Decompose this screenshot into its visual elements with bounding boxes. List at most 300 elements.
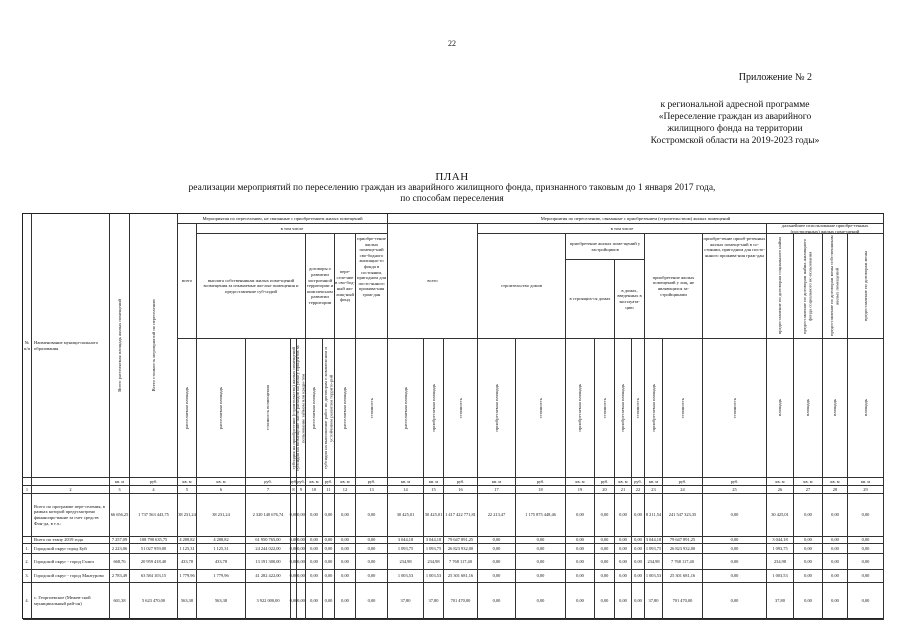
column-number-text: 22 — [635, 486, 641, 492]
header-acquire-dev — [566, 234, 645, 260]
appendix-line: Костромской области на 2019-2023 годы» — [650, 136, 820, 146]
row-value — [130, 537, 178, 544]
row-value-text: 2 223,06 — [111, 545, 128, 551]
appendix-line: «Переселение граждан из аварийного — [658, 112, 812, 122]
row-value — [632, 494, 645, 537]
row-value — [356, 554, 388, 570]
row-value — [848, 544, 884, 554]
row-value — [306, 537, 323, 544]
units-cell-text: кв. м — [491, 478, 502, 484]
row-name — [32, 537, 110, 544]
units-cell-text: кв. м — [182, 478, 192, 484]
row-value-text: 37,80 — [648, 598, 659, 604]
row-value — [595, 554, 615, 570]
units-cell — [823, 478, 848, 486]
row-value — [566, 554, 595, 570]
row-value — [335, 570, 356, 583]
row-value-text: 234,98 — [399, 558, 412, 564]
row-value — [595, 570, 615, 583]
row-value — [130, 544, 178, 554]
row-value — [246, 554, 291, 570]
row-value — [566, 544, 595, 554]
row-value-text: 0,00 — [804, 558, 812, 564]
row-value-text: 25 301 681,16 — [669, 573, 696, 579]
units-cell — [645, 478, 663, 486]
units-cell — [767, 478, 794, 486]
units-cell — [130, 478, 178, 486]
header-further — [767, 224, 884, 234]
row-value — [323, 537, 335, 544]
column-number — [388, 486, 424, 494]
column-number — [297, 486, 306, 494]
units-cell — [566, 478, 595, 486]
column-number — [848, 486, 884, 494]
row-value — [246, 570, 291, 583]
row-value — [794, 554, 823, 570]
row-value — [516, 554, 566, 570]
row-value-text: 0,00 — [324, 512, 333, 518]
row-value-text: 0,00 — [634, 558, 642, 564]
units-cell — [424, 478, 444, 486]
row-value-text: 0,00 — [492, 558, 501, 564]
row-value-text: 0,00 — [310, 512, 318, 518]
row-value-text: 63 584 103,15 — [140, 573, 167, 579]
header-group-a-text: Мероприятия по переселению, не связанные с приобретением жилых помещений — [202, 215, 363, 221]
row-value-text: 0,00 — [324, 573, 333, 579]
column-number-text: 7 — [266, 486, 270, 492]
row-value-text: 0,00 — [297, 537, 305, 543]
column-number — [32, 486, 110, 494]
row-value — [323, 583, 335, 620]
units-cell-text: кв. м — [860, 478, 871, 484]
row-value-text: 1 093,75 — [425, 545, 442, 551]
row-value — [794, 544, 823, 554]
subheader-col-17-text: приобретаемая площадь — [493, 384, 499, 432]
row-value-text: 563,38 — [180, 598, 194, 604]
subheader-col-17 — [478, 339, 516, 478]
row-value-text: 0,00 — [730, 512, 739, 518]
row-value-text: 0,00 — [576, 545, 584, 551]
subheader-col-10 — [306, 339, 323, 478]
row-value — [444, 583, 478, 620]
row-value — [632, 537, 645, 544]
row-value — [566, 583, 595, 620]
row-value-text: 0,00 — [297, 545, 305, 551]
subheader-col-9-text: субсидия на возмещение части расходов на уплату процентов за пользование займом или креди-том — [295, 345, 306, 471]
row-value-text: 7 768 117,40 — [449, 558, 472, 564]
row-number — [23, 537, 32, 544]
row-number — [23, 494, 32, 537]
subheader-col-23-text: приобретаемая площадь — [650, 384, 656, 432]
subheader-col-15 — [424, 339, 444, 478]
row-value — [703, 570, 767, 583]
column-number — [632, 486, 645, 494]
column-number — [615, 486, 632, 494]
row-value-text: 0,00 — [297, 512, 305, 518]
row-value-text: 0,00 — [576, 573, 584, 579]
row-name — [32, 570, 110, 583]
units-cell — [323, 478, 335, 486]
subheader-col-26-text: площадь — [777, 399, 783, 417]
row-value — [848, 570, 884, 583]
row-value-text: 3 044,18 — [425, 537, 442, 543]
row-value — [388, 583, 424, 620]
row-value — [663, 537, 703, 544]
row-value — [767, 494, 794, 537]
header-b-incl — [478, 224, 767, 234]
row-number — [23, 544, 32, 554]
column-number — [595, 486, 615, 494]
row-value-text: 1 093,75 — [397, 545, 414, 551]
row-value-text: 4 288,82 — [213, 537, 229, 543]
row-value-text: 0,00 — [861, 558, 870, 564]
row-value-text: 0,00 — [804, 598, 812, 604]
row-value — [516, 583, 566, 620]
row-name-text: Городской округ город Буй — [34, 545, 87, 551]
column-number-text: 26 — [777, 486, 783, 492]
column-number-text: 2 — [69, 486, 72, 492]
row-value-text: 1 737 563 443,75 — [138, 512, 169, 518]
row-value — [297, 494, 306, 537]
row-value-text: 701 470,00 — [672, 598, 693, 604]
header-acquire-nondev — [645, 234, 703, 339]
row-value — [110, 494, 130, 537]
row-value — [595, 537, 615, 544]
row-value-text: 1 175 875 448,46 — [525, 512, 556, 518]
units-cell-text: кв. м — [216, 478, 226, 484]
column-number-text: 25 — [732, 486, 737, 492]
row-value — [110, 544, 130, 554]
row-value-text: 0,00 — [341, 537, 349, 543]
row-value — [110, 583, 130, 620]
row-value-text: 79 647 891,25 — [447, 537, 474, 543]
column-number-text: 27 — [805, 486, 811, 492]
subheader-col-29-text: площадь — [862, 399, 868, 417]
header-payout — [197, 234, 306, 339]
row-value — [306, 544, 323, 554]
column-number — [767, 486, 794, 494]
header-in-built-text: в домах, введенных в эксплуата-цию — [617, 287, 642, 310]
units-cell-text: руб. — [324, 478, 333, 484]
row-value — [130, 554, 178, 570]
row-value-text: 0,00 — [310, 545, 318, 551]
row-value — [323, 570, 335, 583]
row-value-text: 0,00 — [324, 537, 333, 543]
column-number — [794, 486, 823, 494]
row-value-text: 0,00 — [619, 573, 627, 579]
row-value — [335, 544, 356, 554]
row-value-text: 22 213,47 — [487, 512, 506, 518]
row-value — [444, 570, 478, 583]
column-number-text: 16 — [458, 486, 463, 492]
column-number — [645, 486, 663, 494]
row-value — [178, 537, 197, 544]
row-value — [178, 554, 197, 570]
row-value — [110, 554, 130, 570]
subheader-col-13 — [356, 339, 388, 478]
column-number-text: 4 — [152, 486, 155, 492]
column-number-text: 14 — [403, 486, 408, 492]
row-value — [823, 544, 848, 554]
subheader-col-10-text: расселяемая площадь — [311, 386, 317, 430]
row-value-text: 0,00 — [730, 598, 739, 604]
row-value-text: 1 093,75 — [645, 545, 662, 551]
row-value — [130, 570, 178, 583]
row-value-text: 0,00 — [730, 573, 739, 579]
row-value — [388, 570, 424, 583]
row-value-text: 0,00 — [619, 512, 627, 518]
subheader-col-23 — [645, 339, 663, 478]
units-cell-text: кв. м — [830, 478, 840, 484]
row-value — [823, 570, 848, 583]
row-value-text: 3 922 000,00 — [256, 598, 280, 604]
row-value-text: 0,00 — [536, 573, 545, 579]
column-number — [130, 486, 178, 494]
row-value-text: 0,00 — [831, 598, 839, 604]
row-value-text: 433,78 — [214, 558, 228, 564]
column-number-text: 18 — [538, 486, 543, 492]
row-value-text: 38 231,24 — [212, 512, 230, 518]
units-cell — [297, 478, 306, 486]
row-value-text: 37,80 — [428, 598, 439, 604]
row-value-text: 13 191 300,00 — [255, 558, 281, 564]
row-value-text: 0,00 — [634, 537, 642, 543]
row-value — [246, 544, 291, 554]
row-value — [323, 494, 335, 537]
column-number — [516, 486, 566, 494]
header-f2 — [794, 234, 823, 339]
header-acquire-new-text: приобре-тение приоб-ретенных жилых помеще-ний в со-стоянии, пригодном для посто-янного прожива-ния граж-дан — [703, 236, 766, 258]
row-value-text: 0,00 — [831, 545, 839, 551]
row-name — [32, 583, 110, 620]
column-number-text: 9 — [299, 486, 303, 492]
subheader-col-12-text: расселяемая площадь — [342, 386, 348, 430]
units-cell-text: руб. — [264, 478, 272, 484]
row-value-text: 25 301 681,16 — [447, 573, 474, 579]
subheader-col-24-text: стоимость — [679, 397, 685, 419]
row-value — [615, 494, 632, 537]
header-name-text: Наименование муници-пального образования — [34, 339, 99, 351]
row-value — [424, 554, 444, 570]
row-value-text: 0,00 — [297, 573, 305, 579]
header-a-total — [178, 224, 197, 339]
units-cell-text: руб. — [289, 478, 298, 484]
row-value — [478, 537, 516, 544]
row-value — [424, 494, 444, 537]
row-value — [110, 537, 130, 544]
subheader-col-26 — [767, 339, 794, 478]
row-value-text: 0,00 — [324, 598, 333, 604]
row-value-text: 3 044,18 — [397, 537, 414, 543]
row-value — [297, 570, 306, 583]
row-value-text: 30 425,01 — [396, 512, 415, 518]
units-cell — [356, 478, 388, 486]
units-cell — [110, 478, 130, 486]
row-value-text: 0,00 — [297, 598, 305, 604]
row-value-text: 3 044,18 — [645, 537, 662, 543]
row-value-text: 234,98 — [647, 558, 660, 564]
column-number — [197, 486, 246, 494]
row-value-text: 1 003,53 — [397, 573, 414, 579]
row-value-text: 0,00 — [341, 545, 349, 551]
units-cell — [848, 478, 884, 486]
row-value — [663, 494, 703, 537]
row-value-text: 79 647 891,25 — [669, 537, 696, 543]
units-cell — [794, 478, 823, 486]
row-value — [388, 544, 424, 554]
row-value-text: 0,00 — [289, 537, 298, 543]
row-value-text: 0,00 — [619, 545, 627, 551]
subheader-col-8-text: субсидия на приобретение (строительство) жилых помещений — [290, 346, 296, 470]
subheader-col-28-text: площадь — [832, 399, 838, 417]
row-value — [478, 583, 516, 620]
row-value-text: 1 779,96 — [179, 573, 195, 579]
row-value — [632, 554, 645, 570]
units-cell — [516, 478, 566, 486]
row-value-text: 0,00 — [804, 573, 812, 579]
header-in-building-text: в строящих-ся домах — [569, 296, 611, 302]
column-number — [356, 486, 388, 494]
row-value-text: 0,00 — [861, 598, 870, 604]
units-cell-text: руб. — [149, 478, 158, 484]
row-value — [335, 554, 356, 570]
row-value — [767, 537, 794, 544]
row-value — [516, 537, 566, 544]
row-value — [197, 570, 246, 583]
column-number-text: 10 — [311, 486, 317, 492]
header-in-built — [615, 260, 645, 339]
units-cell-text: кв. м — [618, 478, 628, 484]
row-number-text: 4. — [25, 598, 29, 604]
header-f3 — [823, 234, 848, 339]
row-value-text: 0,00 — [730, 537, 739, 543]
row-value-text: 2 783,49 — [111, 573, 128, 579]
column-number-text: 28 — [832, 486, 838, 492]
row-value — [478, 494, 516, 537]
subheader-col-13-text: стоимость — [368, 397, 374, 419]
row-value — [424, 544, 444, 554]
row-value-text: 7 257,09 — [111, 537, 128, 543]
row-value — [424, 570, 444, 583]
row-value-text: 0,00 — [341, 573, 349, 579]
header-f3-text: предоставление по договорам мены собственникам жилых помещений — [829, 235, 840, 337]
column-number — [444, 486, 478, 494]
units-cell-text: кв. м — [309, 478, 319, 484]
column-number — [23, 486, 32, 494]
header-f4-text: предоставление по договорам мены — [862, 250, 868, 322]
row-number-text: 2. — [25, 558, 29, 564]
row-value-text: 601,38 — [113, 598, 126, 604]
column-number-text: 13 — [369, 486, 374, 492]
plan-subtitle-line: реализации мероприятий по переселению граждан из аварийного жилищного фонда, признанного таковым до 1 января 2017 года, — [188, 183, 716, 193]
units-cell-text: руб. — [730, 478, 739, 484]
row-value — [197, 583, 246, 620]
row-value — [848, 554, 884, 570]
subheader-col-25 — [703, 339, 767, 478]
subheader-col-22-text: стоимость — [635, 397, 641, 419]
row-value — [663, 554, 703, 570]
row-value-text: 0,00 — [576, 558, 584, 564]
row-value — [663, 570, 703, 583]
row-value-text: 0,00 — [831, 558, 839, 564]
header-total-cost — [130, 214, 178, 478]
plan-subtitle-line: по способам переселения — [400, 194, 504, 204]
appendix-subtitle — [600, 99, 870, 147]
row-value — [703, 554, 767, 570]
row-value — [356, 570, 388, 583]
row-value-text: 241 547 323,35 — [668, 512, 697, 518]
header-acquire-free-text: приобре-тение жилых помеще-ний сво-бодного жилищно-го фонда в состоянии, пригодном для посто-янного прожива-ния граж-дан — [357, 236, 386, 297]
units-cell — [335, 478, 356, 486]
row-name — [32, 554, 110, 570]
row-value — [178, 494, 197, 537]
units-cell-text: кв. м — [575, 478, 585, 484]
row-value-text: 0,00 — [730, 558, 739, 564]
row-value-text: 0,00 — [831, 512, 839, 518]
row-value-text: 0,00 — [804, 537, 812, 543]
units-cell-text: руб. — [634, 478, 642, 484]
row-value-text: 0,00 — [600, 558, 609, 564]
row-value — [615, 544, 632, 554]
column-number-text: 23 — [651, 486, 656, 492]
row-value-text: 0,00 — [492, 573, 501, 579]
header-a-total-text: всего — [181, 278, 193, 284]
row-value-text: 7 768 117,40 — [671, 558, 694, 564]
row-value-text: 234,98 — [427, 558, 440, 564]
row-value-text: 0,00 — [576, 598, 584, 604]
subheader-col-11 — [323, 339, 335, 478]
row-value-text: 8 211,54 — [645, 512, 662, 518]
subheader-col-20-text: стоимость — [601, 397, 607, 419]
row-value-text: 0,00 — [310, 558, 318, 564]
row-value-text: 0,00 — [576, 512, 584, 518]
column-number — [823, 486, 848, 494]
row-value — [323, 554, 335, 570]
row-value-text: 0,00 — [289, 558, 298, 564]
row-value — [595, 494, 615, 537]
row-value — [645, 544, 663, 554]
row-value-text: 37,80 — [400, 598, 411, 604]
header-acquire-new — [703, 234, 767, 339]
row-value-text: 0,00 — [634, 573, 642, 579]
row-value-text: 1 003,53 — [425, 573, 442, 579]
row-value — [444, 554, 478, 570]
column-number — [566, 486, 595, 494]
units-cell-text: руб. — [678, 478, 687, 484]
row-value — [703, 494, 767, 537]
subheader-col-19 — [566, 339, 595, 478]
subheader-col-9 — [297, 339, 306, 478]
units-cell-text: руб. — [367, 478, 376, 484]
row-value-text: 51 027 959,00 — [140, 545, 167, 551]
row-value — [197, 554, 246, 570]
row-value-text: 1 417 422 771,81 — [445, 512, 476, 518]
row-value-text: 1 125,31 — [179, 545, 195, 551]
row-number — [23, 570, 32, 583]
row-value — [356, 544, 388, 554]
row-value — [566, 537, 595, 544]
row-value — [615, 570, 632, 583]
row-value-text: 0,00 — [310, 537, 318, 543]
subheader-col-28 — [823, 339, 848, 478]
row-value-text: 0,00 — [536, 598, 545, 604]
row-value-text: 0,00 — [536, 537, 545, 543]
row-value-text: 20 959 418,40 — [140, 558, 167, 564]
column-number-text: 29 — [863, 486, 868, 492]
header-agreements — [306, 234, 335, 339]
subheader-col-21 — [615, 339, 632, 478]
row-value-text: 3 044,18 — [772, 537, 788, 543]
